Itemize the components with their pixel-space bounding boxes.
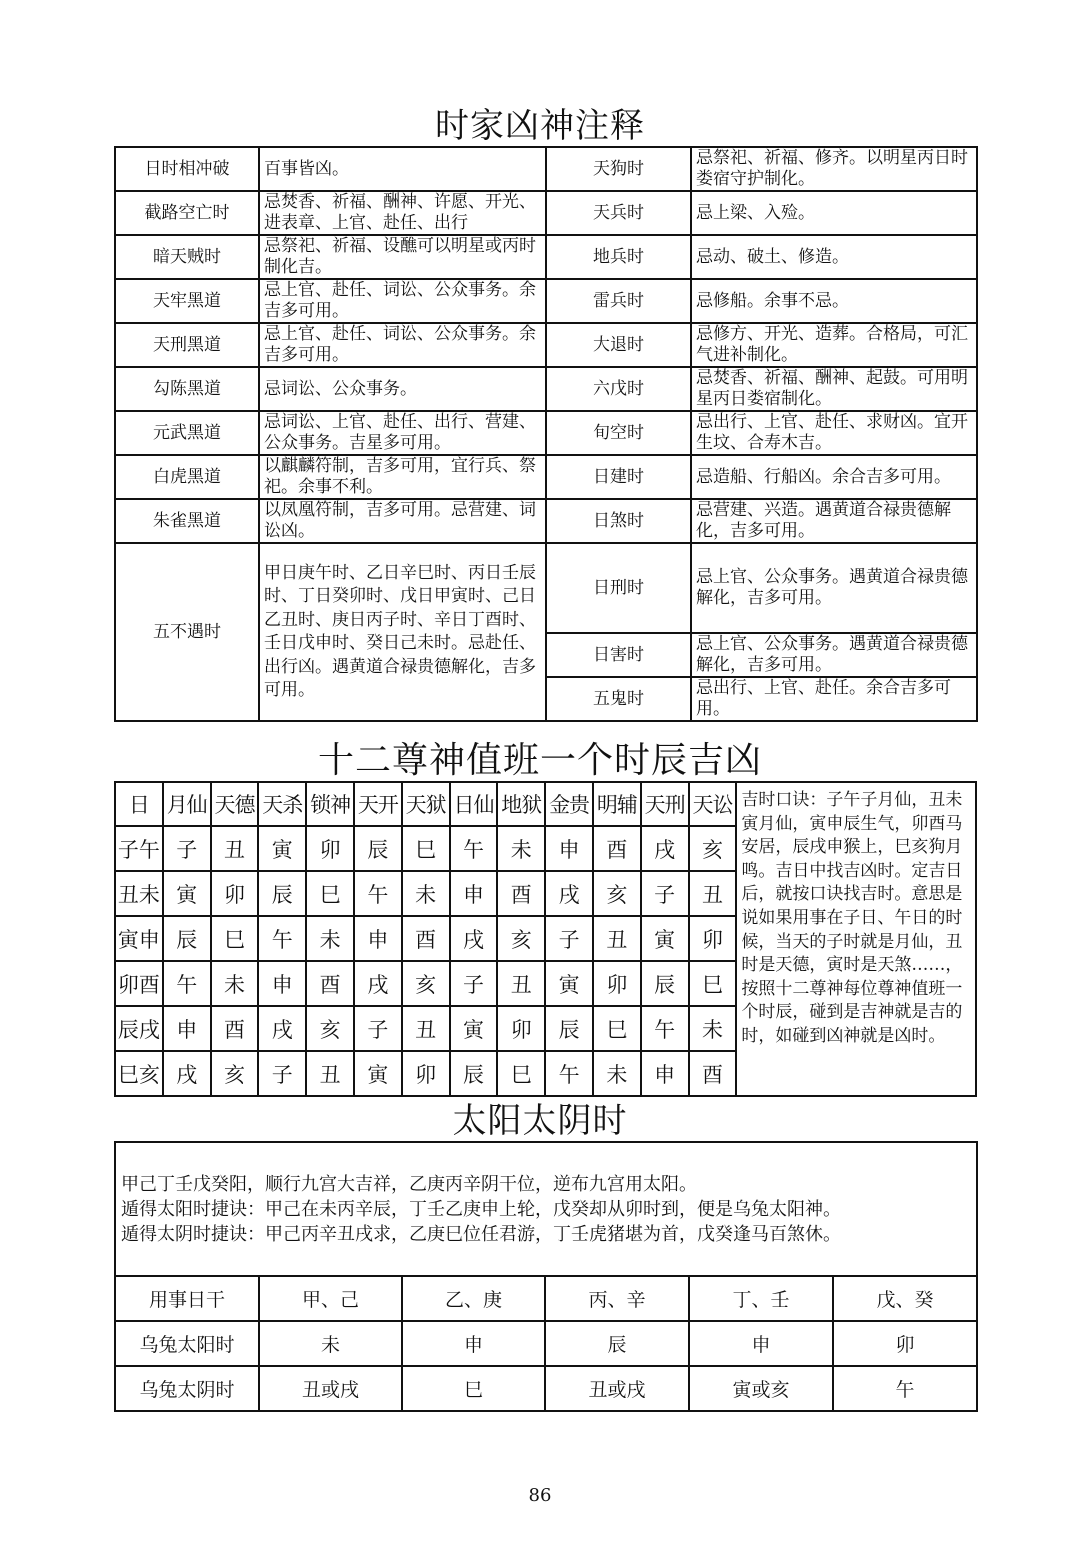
table-row xyxy=(115,235,977,279)
table-row xyxy=(115,455,977,499)
table-cell: 卯 xyxy=(833,1321,977,1366)
section-title-1: 时家凶神注释 xyxy=(435,106,645,146)
verse-line: 甲己丁壬戊癸阳，顺行九宫大吉祥，乙庚丙辛阴干位，逆布九宫用太阳。 xyxy=(121,1173,697,1195)
column-header: 天德 xyxy=(211,782,259,826)
row-note: 忌修方、开光、造葬。合格局，可汇气进补制化。 xyxy=(691,323,977,367)
column-header: 天开 xyxy=(354,782,402,826)
row-label: 天兵时 xyxy=(546,191,691,235)
table-cell: 午 xyxy=(545,1051,593,1096)
table-cell: 戌 xyxy=(641,826,689,871)
row-label: 天狗时 xyxy=(546,147,691,191)
table-cell: 辰 xyxy=(545,1321,689,1366)
table-cell: 戌 xyxy=(163,1051,211,1096)
table-row xyxy=(115,367,977,411)
row-label: 乌兔太阴时 xyxy=(115,1366,259,1411)
table-cell: 亥 xyxy=(306,1006,354,1051)
row-note: 忌造船、行船凶。余合吉多可用。 xyxy=(691,455,977,499)
column-header: 日仙 xyxy=(450,782,498,826)
row-label: 雷兵时 xyxy=(546,279,691,323)
table-cell: 戊、癸 xyxy=(833,1276,977,1321)
table-cell: 午 xyxy=(354,871,402,916)
table-row xyxy=(115,411,977,455)
table-cell: 丑 xyxy=(497,961,545,1006)
column-header: 锁神 xyxy=(306,782,354,826)
table-cell: 巳 xyxy=(593,1006,641,1051)
table-cell: 未 xyxy=(306,916,354,961)
table-cell: 丑 xyxy=(306,1051,354,1096)
table-cell: 未 xyxy=(593,1051,641,1096)
table-cell: 酉 xyxy=(211,1006,259,1051)
table-cell: 丑 xyxy=(593,916,641,961)
table-cell: 酉 xyxy=(689,1051,737,1096)
row-label: 天刑黑道 xyxy=(115,323,259,367)
table-cell: 戌 xyxy=(545,871,593,916)
table-cell: 申 xyxy=(641,1051,689,1096)
table-cell: 亥 xyxy=(402,961,450,1006)
table-cell: 戌 xyxy=(258,1006,306,1051)
row-label: 勾陈黑道 xyxy=(115,367,259,411)
table-cell: 申 xyxy=(354,916,402,961)
row-note: 忌动、破土、修造。 xyxy=(691,235,977,279)
table-cell: 寅或亥 xyxy=(689,1366,833,1411)
verse-line: 遁得太阴时捷诀：甲己丙辛丑戌求，乙庚巳位任君游，丁壬虎猪堪为首，戊癸逢马百煞休。 xyxy=(121,1223,841,1245)
table-cell: 辰 xyxy=(450,1051,498,1096)
row-note: 忌祭祀、祈福、修齐。以明星丙日时娄宿守护制化。 xyxy=(691,147,977,191)
row-label: 日刑时 xyxy=(546,543,691,633)
table-cell: 丑 xyxy=(402,1006,450,1051)
table-cell: 亥 xyxy=(211,1051,259,1096)
mnemonic-note: 吉时口诀：子午子月仙，丑未寅月仙，寅申辰生气，卯酉马安居，辰戌申猴上，巳亥狗月鸣。吉日中找吉凶时。定吉日后，就按口诀找吉时。意思是说如果用事在子日、午日的时候，当天的子时就是月仙，丑时是天德，寅时是天煞……，按照十二尊神每位尊神值班一个时辰，碰到是吉神就是吉的时，如碰到凶神就是凶时。 xyxy=(736,782,976,1096)
table-cell: 卯 xyxy=(211,871,259,916)
table-cell: 寅 xyxy=(641,916,689,961)
table-cell: 巳 xyxy=(497,1051,545,1096)
table-cell: 酉 xyxy=(306,961,354,1006)
table-cell: 酉 xyxy=(497,871,545,916)
table-cell: 子 xyxy=(354,1006,402,1051)
table-cell: 戌 xyxy=(354,961,402,1006)
table-cell: 辰 xyxy=(354,826,402,871)
table-cell: 丑 xyxy=(689,871,737,916)
table-cell: 丁、壬 xyxy=(689,1276,833,1321)
table-cell: 未 xyxy=(497,826,545,871)
row-label: 日时相冲破 xyxy=(115,147,259,191)
table-cell: 子 xyxy=(545,916,593,961)
table-cell: 亥 xyxy=(593,871,641,916)
row-label: 六戊时 xyxy=(546,367,691,411)
column-header: 天杀 xyxy=(258,782,306,826)
row-note: 忌上官、赴任、词讼、公众事务。余吉多可用。 xyxy=(259,279,546,323)
table-cell: 寅 xyxy=(163,871,211,916)
table-cell: 丑或戌 xyxy=(545,1366,689,1411)
table-cell: 乙、庚 xyxy=(402,1276,545,1321)
column-header: 金贵 xyxy=(545,782,593,826)
table-cell: 巳 xyxy=(402,826,450,871)
table-row xyxy=(115,323,977,367)
row-label: 大退时 xyxy=(546,323,691,367)
table-cell: 寅 xyxy=(545,961,593,1006)
verse-row xyxy=(115,1142,977,1276)
row-label: 乌兔太阳时 xyxy=(115,1321,259,1366)
table-cell: 巳 xyxy=(211,916,259,961)
row-label: 日建时 xyxy=(546,455,691,499)
table-cell: 卯 xyxy=(593,961,641,1006)
row-label: 暗天贼时 xyxy=(115,235,259,279)
table-cell: 申 xyxy=(163,1006,211,1051)
table-cell: 卯 xyxy=(402,1051,450,1096)
column-header: 日 xyxy=(115,782,163,826)
section-title-3: 太阳太阴时 xyxy=(452,1101,628,1141)
table-cell: 子午 xyxy=(115,826,163,871)
table-cell: 申 xyxy=(402,1321,545,1366)
table-row xyxy=(115,147,977,191)
row-label: 截路空亡时 xyxy=(115,191,259,235)
table-cell: 辰 xyxy=(163,916,211,961)
table-row xyxy=(115,1366,977,1411)
row-note: 忌焚香、祈福、酬神、起鼓。可用明星丙日娄宿制化。 xyxy=(691,367,977,411)
inauspicious-hours-table xyxy=(114,146,978,722)
row-note: 忌出行、上官、赴任、求财凶。宜开生坟、合寿木吉。 xyxy=(691,411,977,455)
row-note: 忌上官、公众事务。遇黄道合禄贵德解化，吉多可用。 xyxy=(691,633,977,677)
table-row xyxy=(115,499,977,543)
row-note: 忌词讼、公众事务。 xyxy=(259,367,546,411)
row-label: 白虎黑道 xyxy=(115,455,259,499)
table-cell: 辰 xyxy=(545,1006,593,1051)
column-header: 明辅 xyxy=(593,782,641,826)
row-note: 甲日庚午时、乙日辛巳时、丙日壬辰时、丁日癸卯时、戊日甲寅时、己日乙丑时、庚日丙子时、辛日丁酉时、壬日戊申时、癸日己未时。忌赴任、出行凶。遇黄道合禄贵德解化，吉多可用。 xyxy=(259,543,546,721)
table-cell: 卯酉 xyxy=(115,961,163,1006)
row-note: 忌上梁、入殓。 xyxy=(691,191,977,235)
table-row xyxy=(115,279,977,323)
table-cell: 午 xyxy=(258,916,306,961)
table-cell: 亥 xyxy=(689,826,737,871)
column-header: 天讼 xyxy=(689,782,737,826)
header-row xyxy=(115,782,976,826)
table-cell: 丙、辛 xyxy=(545,1276,689,1321)
table-cell: 午 xyxy=(163,961,211,1006)
table-cell: 酉 xyxy=(402,916,450,961)
table-cell: 未 xyxy=(689,1006,737,1051)
table-row xyxy=(115,1321,977,1366)
row-note: 百事皆凶。 xyxy=(259,147,546,191)
table-row xyxy=(115,543,977,633)
table-cell: 巳 xyxy=(306,871,354,916)
row-label: 朱雀黑道 xyxy=(115,499,259,543)
row-note: 忌祭祀、祈福、设醮可以明星或丙时制化吉。 xyxy=(259,235,546,279)
table-cell: 申 xyxy=(689,1321,833,1366)
row-note: 以麒麟符制，吉多可用，宜行兵、祭祀。余事不利。 xyxy=(259,455,546,499)
table-cell: 申 xyxy=(545,826,593,871)
column-header: 天刑 xyxy=(641,782,689,826)
table-cell: 未 xyxy=(259,1321,402,1366)
row-label: 地兵时 xyxy=(546,235,691,279)
table-cell: 辰 xyxy=(258,871,306,916)
table-cell: 子 xyxy=(163,826,211,871)
table-cell: 卯 xyxy=(497,1006,545,1051)
table-cell: 辰 xyxy=(641,961,689,1006)
table-cell: 寅申 xyxy=(115,916,163,961)
column-header: 地狱 xyxy=(497,782,545,826)
table-cell: 申 xyxy=(450,871,498,916)
twelve-deities-table xyxy=(114,781,977,1097)
row-label: 元武黑道 xyxy=(115,411,259,455)
row-note: 忌上官、赴任、词讼、公众事务。余吉多可用。 xyxy=(259,323,546,367)
table-cell: 丑 xyxy=(211,826,259,871)
row-label: 五不遇时 xyxy=(115,543,259,721)
section-title-2: 十二尊神值班一个时辰吉凶 xyxy=(317,740,762,781)
table-cell: 甲、己 xyxy=(259,1276,402,1321)
table-cell: 戌 xyxy=(450,916,498,961)
table-cell: 丑未 xyxy=(115,871,163,916)
row-label: 五鬼时 xyxy=(546,677,691,721)
table-cell: 酉 xyxy=(593,826,641,871)
row-note: 忌词讼、上官、赴任、出行、营建、公众事务。吉星多可用。 xyxy=(259,411,546,455)
table-cell: 子 xyxy=(450,961,498,1006)
table-cell: 子 xyxy=(641,871,689,916)
table-cell: 卯 xyxy=(689,916,737,961)
table-cell: 卯 xyxy=(306,826,354,871)
table-cell: 寅 xyxy=(450,1006,498,1051)
table-row xyxy=(115,191,977,235)
row-label: 旬空时 xyxy=(546,411,691,455)
table-cell: 辰戌 xyxy=(115,1006,163,1051)
table-cell: 申 xyxy=(258,961,306,1006)
row-note: 忌焚香、祈福、酬神、许愿、开光、进表章、上官、赴任、出行 xyxy=(259,191,546,235)
table-cell: 子 xyxy=(258,1051,306,1096)
table-cell: 亥 xyxy=(497,916,545,961)
row-note: 忌营建、兴造。遇黄道合禄贵德解化，吉多可用。 xyxy=(691,499,977,543)
table-cell: 寅 xyxy=(354,1051,402,1096)
row-note: 忌出行、上官、赴任。余合吉多可用。 xyxy=(691,677,977,721)
sun-moon-hours-table xyxy=(114,1141,978,1412)
row-label: 日煞时 xyxy=(546,499,691,543)
table-cell: 巳亥 xyxy=(115,1051,163,1096)
row-note: 忌修船。余事不忌。 xyxy=(691,279,977,323)
table-cell: 寅 xyxy=(258,826,306,871)
verse-line: 遁得太阳时捷诀：甲己在未丙辛辰，丁壬乙庚申上轮，戊癸却从卯时到，便是乌兔太阳神。 xyxy=(121,1198,841,1220)
page-number: 86 xyxy=(528,1485,552,1506)
table-cell: 午 xyxy=(450,826,498,871)
row-label: 天牢黑道 xyxy=(115,279,259,323)
verse-block xyxy=(115,1142,977,1276)
row-note: 以凤凰符制，吉多可用。忌营建、词讼凶。 xyxy=(259,499,546,543)
row-note: 忌上官、公众事务。遇黄道合禄贵德解化，吉多可用。 xyxy=(691,543,977,633)
table-row xyxy=(115,1276,977,1321)
table-cell: 未 xyxy=(211,961,259,1006)
table-cell: 午 xyxy=(641,1006,689,1051)
row-label: 日害时 xyxy=(546,633,691,677)
table-cell: 丑或戌 xyxy=(259,1366,402,1411)
table-cell: 未 xyxy=(402,871,450,916)
column-header: 天狱 xyxy=(402,782,450,826)
table-cell: 巳 xyxy=(402,1366,545,1411)
table-cell: 巳 xyxy=(689,961,737,1006)
table-cell: 午 xyxy=(833,1366,977,1411)
column-header: 月仙 xyxy=(163,782,211,826)
row-label: 用事日干 xyxy=(115,1276,259,1321)
